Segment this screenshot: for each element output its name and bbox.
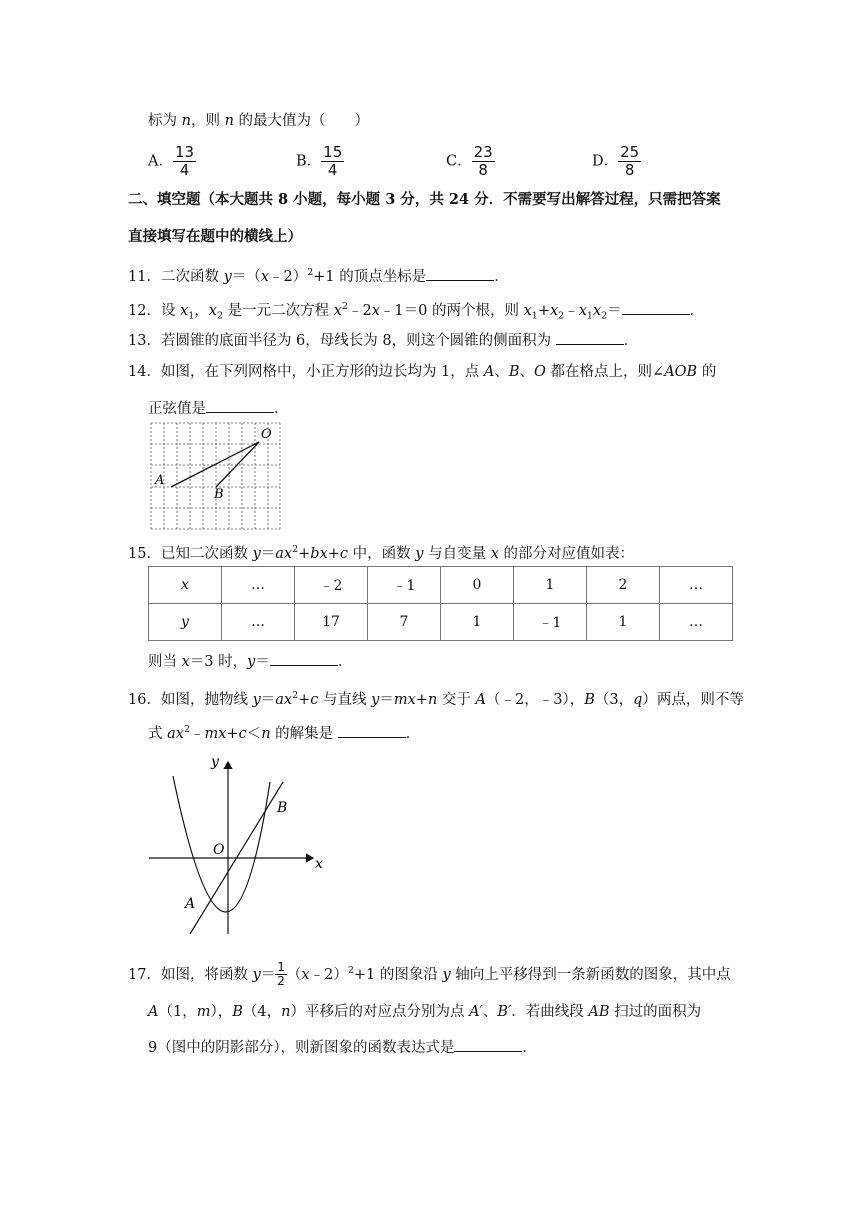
text: + <box>226 725 239 742</box>
denominator: 8 <box>478 161 488 179</box>
point-label: B <box>232 1004 243 1020</box>
text: ＝ <box>260 545 276 562</box>
var: x <box>578 302 587 319</box>
parabola-figure <box>145 752 335 942</box>
exponent: 2 <box>183 724 190 735</box>
text: ． <box>689 302 705 319</box>
text: 9（图中的阴影部分），则新图象的函数表达式是 <box>148 1040 455 1056</box>
fraction <box>173 144 196 179</box>
text: + <box>298 691 311 708</box>
text: ）， <box>210 1004 233 1020</box>
text: 若圆锥的底面半径为 6，母线长为 8，则这个圆锥的侧面积为 <box>160 333 556 349</box>
answer-blank[interactable] <box>556 330 624 345</box>
var: ax <box>275 691 293 708</box>
var: c <box>310 691 319 708</box>
text: ． <box>494 268 509 285</box>
segment-label: AB <box>588 1004 610 1020</box>
text: ． <box>405 725 421 742</box>
denominator: 4 <box>327 161 338 179</box>
var: y <box>371 691 380 708</box>
text: 的部分对应值如表： <box>498 545 634 562</box>
option-label: A． <box>148 153 173 170</box>
var: mx <box>393 691 416 708</box>
question-12 <box>128 297 704 327</box>
var: y <box>223 268 232 285</box>
text: ﹣2） <box>268 268 308 285</box>
table-cell: x <box>149 567 222 604</box>
text: 二次函数 <box>160 268 224 285</box>
var-n: n <box>224 113 234 129</box>
exponent: 2 <box>292 544 299 555</box>
text: ﹣2） <box>309 966 348 983</box>
text: ﹣1＝0 的两个根，则 <box>379 302 524 319</box>
text: ）平移后的对应点分别为点 <box>290 1004 470 1020</box>
table-cell: 1 <box>514 567 587 604</box>
numerator: 25 <box>620 143 640 161</box>
table-cell: ﹣1 <box>514 604 587 641</box>
text: 标为 <box>148 113 182 129</box>
text: 与自变量 <box>423 545 491 562</box>
var: x <box>333 302 342 319</box>
text: +1 的顶点坐标是 <box>313 268 427 285</box>
subscript: 1 <box>531 310 538 322</box>
text: ＝ <box>607 302 622 319</box>
answer-blank[interactable] <box>338 723 406 738</box>
text: ． <box>337 654 353 670</box>
option-c <box>446 144 495 179</box>
table-cell: y <box>149 604 222 641</box>
question-number: 14． <box>128 364 161 380</box>
question-17 <box>128 958 731 988</box>
var: y <box>247 654 256 670</box>
text: 则当 <box>148 654 182 670</box>
table-cell: … <box>660 604 733 641</box>
table-cell: 7 <box>368 604 441 641</box>
denominator: 2 <box>277 974 285 989</box>
text: 扫过的面积为 <box>609 1004 702 1020</box>
option-label: B． <box>296 153 322 170</box>
question-number: 15． <box>128 545 161 562</box>
option-b <box>296 144 344 179</box>
text: （4， <box>242 1004 282 1020</box>
denominator: 4 <box>179 161 190 179</box>
text: + <box>327 545 340 562</box>
exponent: 2 <box>341 301 348 312</box>
text: ．若曲线段 <box>511 1004 589 1020</box>
exponent: 2 <box>347 965 354 976</box>
subscript: 2 <box>216 310 224 322</box>
table-cell: … <box>222 567 295 604</box>
text: 的最大值为（ ） <box>233 113 370 129</box>
text: ． <box>522 1040 537 1056</box>
subscript: 1 <box>586 310 593 322</box>
text: 与直线 <box>318 691 372 708</box>
question-11 <box>128 263 509 287</box>
text: ﹣ <box>189 725 205 742</box>
var: n <box>281 1004 291 1020</box>
section-heading-cont: 直接填写在题中的横线上） <box>128 228 302 245</box>
point-o-label: O <box>261 427 272 442</box>
option-label: D． <box>592 153 619 170</box>
option-label: C． <box>446 153 472 170</box>
var: x <box>592 302 602 319</box>
var: c <box>339 545 349 562</box>
answer-blank[interactable] <box>270 651 338 666</box>
var: y <box>442 966 451 983</box>
text: 如图，将函数 <box>160 966 253 983</box>
var: y <box>415 545 424 562</box>
var: q <box>633 691 643 708</box>
point-label: B <box>508 364 520 380</box>
var: x <box>180 302 189 319</box>
fraction <box>275 961 287 988</box>
var-n: n <box>181 113 191 129</box>
text: +1 的图象沿 <box>353 966 443 983</box>
text: 中，函数 <box>348 545 416 562</box>
var: x <box>549 302 559 319</box>
var: n <box>427 691 438 708</box>
point-label: O <box>534 364 546 380</box>
text: （﹣2，﹣3）， <box>485 691 585 708</box>
section-heading: 二、填空题（本大题共 8 小题，每小题 3 分，共 24 分．不需要写出解答过程，只需把答案 <box>128 191 721 208</box>
point-b-label: B <box>277 800 288 816</box>
option-d <box>592 144 641 179</box>
numerator: 1 <box>277 960 285 975</box>
subscript: 2 <box>558 310 565 322</box>
text: （ <box>286 966 302 983</box>
text: 的 <box>697 364 717 380</box>
point-a-label: A <box>185 896 196 912</box>
table-row <box>149 567 733 604</box>
fraction <box>618 144 641 179</box>
x-axis-label: x <box>315 856 323 872</box>
question-15-cont <box>148 651 352 672</box>
text: 正弦值是 <box>148 401 206 417</box>
text: 设 <box>160 302 181 319</box>
text: ＝3 时， <box>189 654 248 670</box>
answer-blank[interactable] <box>206 398 274 413</box>
var: c <box>238 725 247 742</box>
text: ＝ <box>379 691 394 708</box>
table-cell: ﹣1 <box>368 567 441 604</box>
text: 都在格点上，则∠ <box>545 364 665 380</box>
text: 已知二次函数 <box>160 545 253 562</box>
segment-ob <box>216 442 259 487</box>
text: 轴向上平移得到一条新函数的图象，其中点 <box>450 966 731 983</box>
text: 、 <box>519 364 535 380</box>
question-17-cont2 <box>148 1037 537 1058</box>
answer-blank[interactable] <box>454 1037 522 1052</box>
point-label: A′ <box>469 1004 483 1020</box>
numerator: 15 <box>323 143 343 161</box>
var: ax <box>275 545 293 562</box>
segment-oa <box>171 442 259 487</box>
text: ． <box>274 401 289 417</box>
var: x <box>490 545 499 562</box>
text: ＜ <box>246 725 262 742</box>
q10-tail <box>148 111 369 131</box>
point-label: A <box>483 364 495 380</box>
fraction <box>472 144 495 179</box>
denominator: 8 <box>624 161 635 179</box>
point-b-label: B <box>214 487 224 502</box>
exponent: 2 <box>292 690 299 701</box>
var: x <box>181 654 190 670</box>
origin-label: O <box>213 842 225 858</box>
subscript: 2 <box>601 310 608 322</box>
point-label: A <box>148 1004 159 1020</box>
question-number: 13． <box>128 333 161 349</box>
var: m <box>196 1004 211 1020</box>
var: y <box>252 545 261 562</box>
question-number: 11． <box>128 268 161 285</box>
table-cell: 1 <box>441 604 514 641</box>
text: 、 <box>494 364 509 380</box>
text: + <box>537 302 550 319</box>
text: 是一元二次方程 <box>223 302 334 319</box>
question-15 <box>128 540 634 564</box>
grid-figure <box>145 418 285 536</box>
text: ＝（ <box>231 268 261 285</box>
angle-label: AOB <box>664 364 698 380</box>
question-17-cont <box>148 1002 701 1022</box>
var: y <box>252 691 261 708</box>
var: x <box>260 268 269 285</box>
text: 式 <box>148 725 168 742</box>
y-axis-label: y <box>211 754 219 770</box>
text: ＝ <box>260 691 276 708</box>
text: 如图，在下列网格中，小正方形的边长均为 1，点 <box>160 364 484 380</box>
fraction <box>321 144 344 179</box>
value-table <box>148 566 733 641</box>
var: ax <box>167 725 184 742</box>
text: 交于 <box>437 691 476 708</box>
text: ． <box>623 333 639 349</box>
point-label: B′ <box>497 1004 512 1020</box>
answer-blank[interactable] <box>622 300 690 315</box>
question-number: 17． <box>128 966 161 983</box>
question-14-cont <box>148 398 289 419</box>
var: x <box>523 302 532 319</box>
text: （1， <box>158 1004 197 1020</box>
text: 的解集是 <box>270 725 338 742</box>
table-row <box>149 604 733 641</box>
point-label: A <box>475 691 486 708</box>
var: x <box>301 966 310 983</box>
table-cell: 2 <box>587 567 660 604</box>
question-number: 12． <box>128 302 161 319</box>
var: mx <box>204 725 227 742</box>
text: ）两点，则不等 <box>642 691 744 708</box>
table-cell: … <box>222 604 295 641</box>
text: ＝ <box>260 966 276 983</box>
var: y <box>252 966 261 983</box>
text: ﹣2 <box>347 302 372 319</box>
table-cell: … <box>660 567 733 604</box>
numerator: 23 <box>473 143 493 161</box>
text: ，则 <box>190 113 225 129</box>
point-a-label: A <box>155 473 165 488</box>
var: n <box>261 725 271 742</box>
question-16-cont <box>148 720 420 744</box>
question-number: 16． <box>128 691 161 708</box>
var: bx <box>310 545 328 562</box>
answer-blank[interactable] <box>426 266 494 281</box>
table-cell: 0 <box>441 567 514 604</box>
subscript: 1 <box>188 310 195 322</box>
text: ＝ <box>255 654 270 670</box>
text: ， <box>194 302 209 319</box>
text: + <box>415 691 428 708</box>
question-14 <box>128 362 716 382</box>
var: x <box>208 302 217 319</box>
table-cell: ﹣2 <box>295 567 368 604</box>
point-label: B <box>584 691 595 708</box>
question-16 <box>128 686 744 710</box>
exponent: 2 <box>307 267 314 278</box>
text: + <box>298 545 311 562</box>
option-a <box>148 144 196 179</box>
text: 如图，抛物线 <box>160 691 253 708</box>
question-13 <box>128 330 638 351</box>
text: （3， <box>594 691 634 708</box>
text: 、 <box>482 1004 498 1020</box>
var: x <box>371 302 380 319</box>
table-cell: 17 <box>295 604 368 641</box>
numerator: 13 <box>174 143 195 161</box>
text: ﹣ <box>564 302 579 319</box>
table-cell: 1 <box>587 604 660 641</box>
